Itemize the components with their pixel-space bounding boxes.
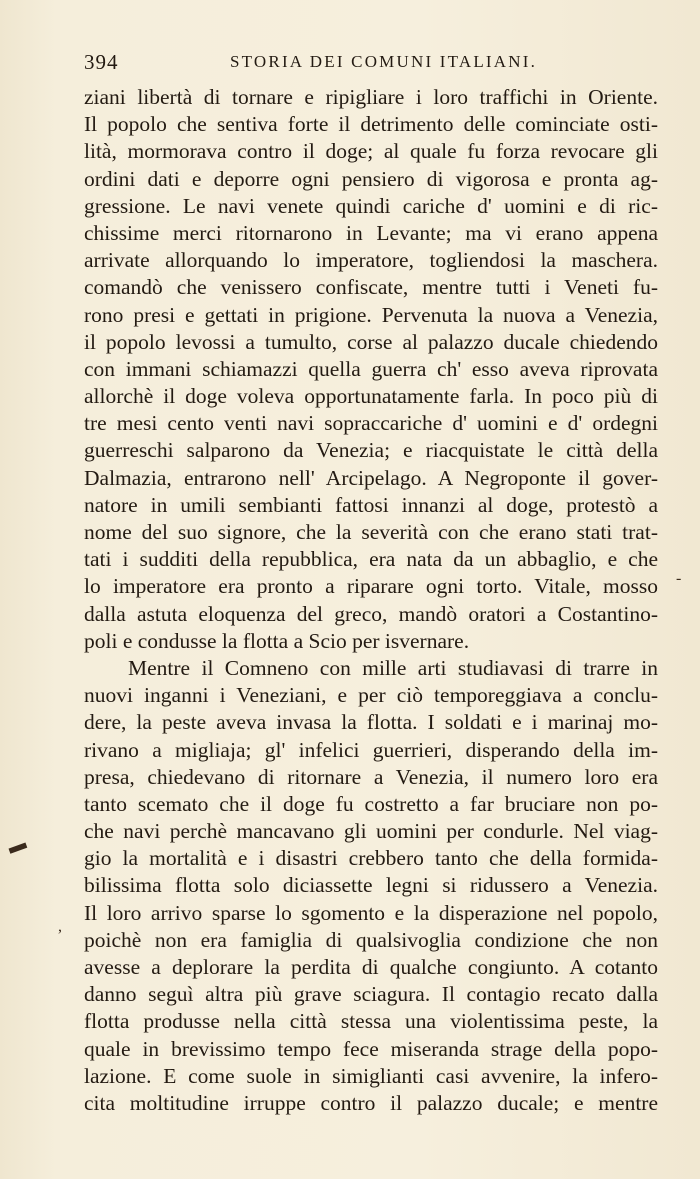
text-line: flotta produsse nella città stessa una violentissima peste, la bbox=[84, 1009, 658, 1034]
text-line: rivano a migliaja; gl' infelici guerrieri, disperando della im- bbox=[84, 737, 658, 762]
text-line-paragraph-end: poli e condusse la flotta a Scio per isvernare. bbox=[84, 628, 470, 653]
margin-comma-mark: , bbox=[58, 918, 62, 935]
margin-dash-mark: - bbox=[676, 570, 682, 587]
text-line: dere, la peste aveva invasa la flotta. I soldati e i marinaj mo- bbox=[84, 710, 658, 735]
text-line-paragraph-start: Mentre il Comneno con mille arti studiavasi di trarre in bbox=[128, 655, 658, 680]
text-line: poichè non era famiglia di qualsivoglia condizione che non bbox=[84, 927, 658, 952]
text-line: cita moltitudine irruppe contro il palazzo ducale; e mentre bbox=[84, 1090, 658, 1115]
text-line: il popolo levossi a tumulto, corse al palazzo ducale chiedendo bbox=[84, 329, 658, 354]
text-line: tanto scemato che il doge fu costretto a far bruciare non po- bbox=[84, 791, 658, 816]
body-text bbox=[84, 84, 658, 1117]
text-line: gressione. Le navi venete quindi cariche d' uomini e di ric- bbox=[84, 193, 658, 218]
text-line: natore in umili sembianti fattosi innanzi al doge, protestò a bbox=[84, 492, 658, 517]
text-line: con immani schiamazzi quella guerra ch' esso aveva riprovata bbox=[84, 356, 658, 381]
text-line: quale in brevissimo tempo fece miseranda strage della popo- bbox=[84, 1036, 658, 1061]
text-line: ordini dati e deporre ogni pensiero di vigorosa e pronta ag- bbox=[84, 166, 658, 191]
text-line: allorchè il doge voleva opportunatamente farla. In poco più di bbox=[84, 384, 658, 409]
text-line: Il loro arrivo sparse lo sgomento e la disperazione nel popolo, bbox=[84, 900, 658, 925]
text-line: gio la mortalità e i disastri crebbero tanto che della formida- bbox=[84, 846, 658, 871]
text-line: ziani libertà di tornare e ripigliare i loro traffichi in Oriente. bbox=[84, 85, 658, 109]
text-line: lo imperatore era pronto a riparare ogni torto. Vitale, mosso bbox=[84, 574, 658, 599]
page-number: 394 bbox=[84, 50, 119, 74]
text-line: lazione. E come suole in simiglianti casi avvenire, la infero- bbox=[84, 1063, 658, 1088]
text-line: Il popolo che sentiva forte il detrimento delle cominciate osti- bbox=[84, 112, 658, 137]
text-line: chissime merci ritornarono in Levante; ma vi erano appena bbox=[84, 220, 658, 245]
text-line: rono presi e gettati in prigione. Pervenuta la nuova a Venezia, bbox=[84, 302, 658, 327]
page-header bbox=[84, 50, 660, 80]
text-line: Dalmazia, entrarono nell' Arcipelago. A Negroponte il gover- bbox=[84, 465, 658, 490]
text-line: nuovi inganni i Veneziani, e per ciò temporeggiava a conclu- bbox=[84, 683, 658, 708]
text-line: lità, mormorava contro il doge; al quale fu forza revocare gli bbox=[84, 139, 658, 164]
text-line: tre mesi cento venti navi sopraccariche d' uomini e d' ordegni bbox=[84, 411, 658, 436]
text-line: nome del suo signore, che la severità con che erano stati trat- bbox=[84, 520, 658, 544]
text-line: bilissima flotta solo diciassette legni si ridussero a Venezia. bbox=[84, 873, 658, 898]
text-line: arrivate allorquando lo imperatore, togliendosi la maschera. bbox=[84, 248, 658, 273]
running-title: STORIA DEI COMUNI ITALIANI. bbox=[230, 52, 538, 71]
margin-ink-mark: ▬ bbox=[4, 832, 29, 858]
text-line: danno seguì altra più grave sciagura. Il contagio recato dalla bbox=[84, 982, 658, 1007]
text-line: presa, chiedevano di ritornare a Venezia, il numero loro era bbox=[84, 764, 658, 789]
text-line: avesse a deplorare la perdita di qualche congiunto. A cotanto bbox=[84, 955, 658, 979]
text-line: che navi perchè mancavano gli uomini per condurle. Nel viag- bbox=[84, 819, 658, 844]
text-line: dalla astuta eloquenza del greco, mandò oratori a Costantino- bbox=[84, 601, 658, 626]
text-line: comandò che venissero confiscate, mentre tutti i Veneti fu- bbox=[84, 275, 658, 300]
text-line: tati i sudditi della repubblica, era nata da un abbaglio, e che bbox=[84, 547, 658, 572]
text-line: guerreschi salparono da Venezia; e riacquistate le città della bbox=[84, 438, 658, 463]
